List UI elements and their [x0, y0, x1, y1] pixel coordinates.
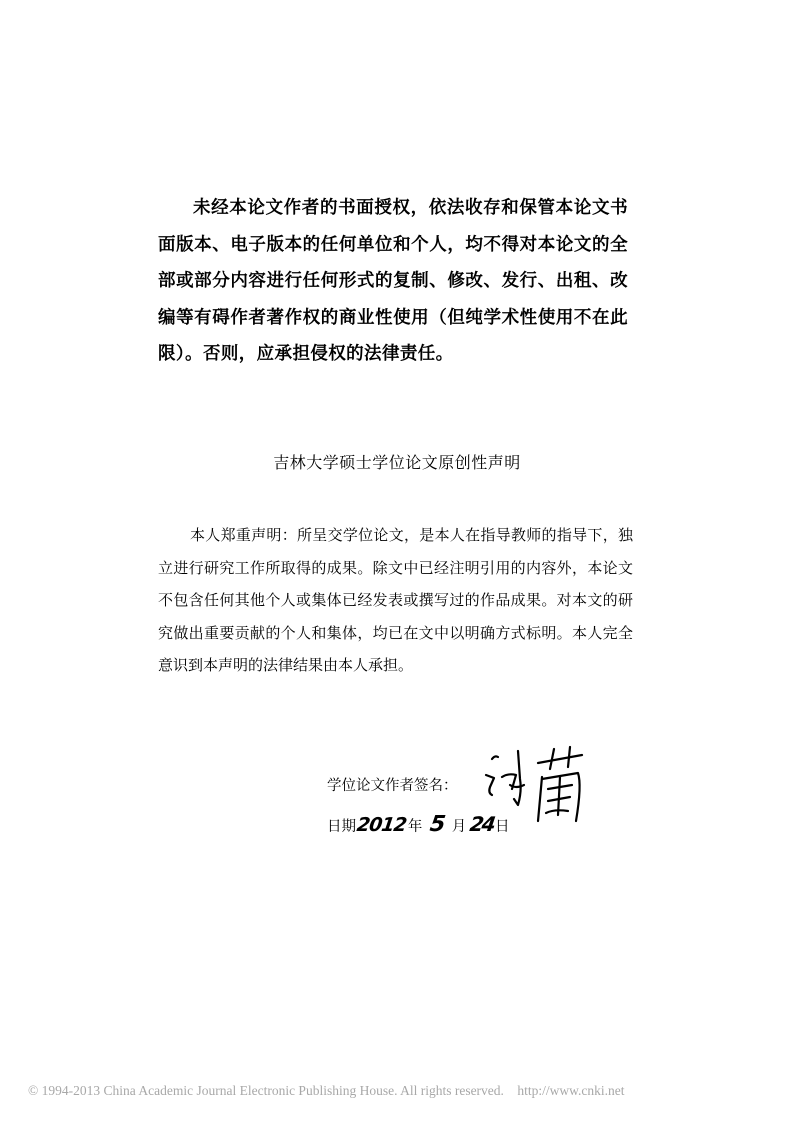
copyright-authorization-notice: 未经本论文作者的书面授权，依法收存和保管本论文书面版本、电子版本的任何单位和个人，均不得对本论文的全部或部分内容进行任何形式的复制、修改、发行、出租、改编等有碍作者著作权的商业性使用（但纯学术性使用不在此限）。否则，应承担侵权的法律责任。 [158, 198, 628, 364]
date-day-unit: 日 [495, 819, 510, 835]
author-signature-line [327, 774, 458, 795]
signature-label: 学位论文作者签名： [327, 778, 458, 794]
date-year-unit: 年 [407, 819, 423, 835]
publisher-footer: © 1994-2013 China Academic Journal Electronic Publishing House. All rights reserved. http://www.cnki.net [28, 1083, 625, 1098]
date-day: 24 [468, 812, 496, 836]
date-month-unit: 月 [451, 819, 467, 835]
originality-declaration-text: 本人郑重声明：所呈交学位论文，是本人在指导教师的指导下，独立进行研究工作所取得的成果。除文中已经注明引用的内容外，本论文不包含任何其他个人或集体已经发表或撰写过的作品成果。对本文的研究做出重要贡献的个人和集体，均已在文中以明确方式标明。本人完全意识到本声明的法律结果由本人承担。 [158, 526, 633, 674]
date-month: 5 [428, 812, 448, 837]
declaration-title: 吉林大学硕士学位论文原创性声明 [273, 453, 521, 472]
date-year: 2012 [355, 814, 408, 836]
date-line [327, 812, 510, 837]
date-prefix: 日期 [327, 819, 356, 835]
